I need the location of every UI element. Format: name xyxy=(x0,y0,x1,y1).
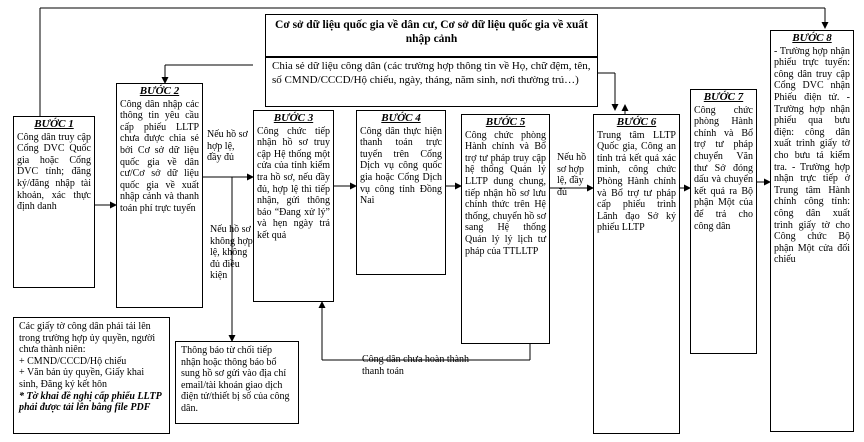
step-7-body: Công chức phòng Hành chính và Bổ trợ tư pháp chuyển Văn thư Sở đóng dấu và chuyển kết quả ra Bộ phận Một của để trả cho công dân xyxy=(694,104,753,232)
step-7-box xyxy=(690,89,757,354)
documents-note-intro: Các giấy tờ công dân phải tải lên trong trường hợp ủy quyền, người chưa thành niên: xyxy=(19,321,156,356)
national-database-box xyxy=(265,14,598,57)
step-8-box xyxy=(770,30,854,432)
data-sharing-box xyxy=(265,57,598,107)
step-1-title: BƯỚC 1 xyxy=(34,118,74,130)
documents-note-item-1: + CMND/CCCD/Hộ chiếu xyxy=(19,355,127,367)
step-4-body: Công dân thực hiện thanh toán trực tuyến trên Cổng Dịch vụ công quốc gia hoặc Cổng Dịch vụ công tỉnh Đồng Nai xyxy=(360,125,442,207)
step-6-title: BƯỚC 6 xyxy=(616,116,657,128)
step-5-box xyxy=(461,114,550,344)
step-4-title: BƯỚC 4 xyxy=(381,112,421,124)
step-5-title: BƯỚC 5 xyxy=(485,116,526,128)
valid-label-step2-step3: Nếu hồ sơ hợp lệ, đầy đủ xyxy=(207,129,248,163)
step-6-body: Trung tâm LLTP Quốc gia, Công an tỉnh trả kết quả xác minh, công chức Phòng Hành chính và Bổ trợ tư pháp cấp phiếu trình Lãnh đạo Sở ký phiếu LLTP xyxy=(597,129,676,234)
step-7-title: BƯỚC 7 xyxy=(703,91,744,103)
valid-label-step5-step6: Nếu hồ sơ hợp lệ, đầy đủ xyxy=(557,152,587,198)
step-1-body: Công dân truy cập Cổng DVC Quốc gia hoặc Cổng DVC tỉnh; đăng ký/đăng nhập tài khoản, xác thực định danh xyxy=(17,131,91,213)
step-2-title: BƯỚC 2 xyxy=(139,85,180,97)
step-6-box xyxy=(593,114,680,434)
step-4-box xyxy=(356,110,446,275)
rejection-note-text: Thông báo từ chối tiếp nhận hoặc thông báo bổ sung hồ sơ gửi vào địa chỉ email/tài khoản giao dịch điện tử/thiết bị số của công dân. xyxy=(181,345,290,414)
step-3-body: Công chức tiếp nhận hồ sơ truy cập Hệ thống một cửa của tỉnh kiểm tra hồ sơ, nếu đầy đủ, hợp lệ thì tiếp nhận, gửi thông báo “Đang xử lý” và hẹn ngày trả kết quả xyxy=(257,125,330,241)
documents-note-box xyxy=(13,317,170,434)
step-8-title: BƯỚC 8 xyxy=(792,32,832,44)
step-8-body: - Trường hợp nhận phiếu trực tuyến: công dân truy cập Cổng DVC nhận Phiếu điện tử. - Trường hợp nhận phiếu qua bưu điện: công dân xuất trình giấy tờ cho bưu tá kiểm tra. - Trường hợp nhận trực tiếp ở Trung tâm Hành chính công tỉnh: công dân xuất trình giấy tờ cho Công chức Bộ phận Một cửa đối chiếu xyxy=(774,45,850,266)
step-3-box xyxy=(253,110,334,302)
step-2-box xyxy=(116,83,203,308)
step-3-title: BƯỚC 3 xyxy=(273,112,314,124)
data-sharing-text: Chia sẻ dữ liệu công dân (các trường hợp thông tin về Họ, chữ đệm, tên, số CMND/CCCD/Hộ chiếu, ngày, tháng, năm sinh, nơi thường trú…) xyxy=(272,60,591,86)
unpaid-label: Công dân chưa hoàn thành thanh toán xyxy=(362,354,470,377)
step-2-body: Công dân nhập các thông tin yêu cầu cấp phiếu LLTP chưa được chia sẻ bởi Cơ sở dữ liệu quốc gia về dân cư/Cơ sở dữ liệu quốc gia về xuất nhập cảnh và thanh toán phí trực tuyến xyxy=(120,98,199,214)
step-5-body: Công chức phòng Hành chính và Bổ trợ tư pháp truy cập hệ thống Quản lý LLTP dung chung, tiếp nhận hồ sơ lưu chính thức trên Hệ thống, chuyển hồ sơ sang Hệ thống Quản lý lý lịch tư pháp của TTLLTP xyxy=(465,129,546,257)
step-1-box xyxy=(13,116,95,288)
national-database-title: Cơ sở dữ liệu quốc gia về dân cư, Cơ sở dữ liệu quốc gia về xuất nhập cảnh xyxy=(275,19,588,45)
documents-note-item-2: + Văn bản ủy quyền, Giấy khai sinh, Đăng ký kết hôn xyxy=(19,367,145,390)
invalid-label: Nếu hồ sơ không hợp lệ, không đủ điều kiện xyxy=(210,224,253,281)
documents-note-emphasis: * Tờ khai đề nghị cấp phiếu LLTP phải được tải lên bằng file PDF xyxy=(19,390,162,414)
rejection-note-box xyxy=(175,341,299,424)
